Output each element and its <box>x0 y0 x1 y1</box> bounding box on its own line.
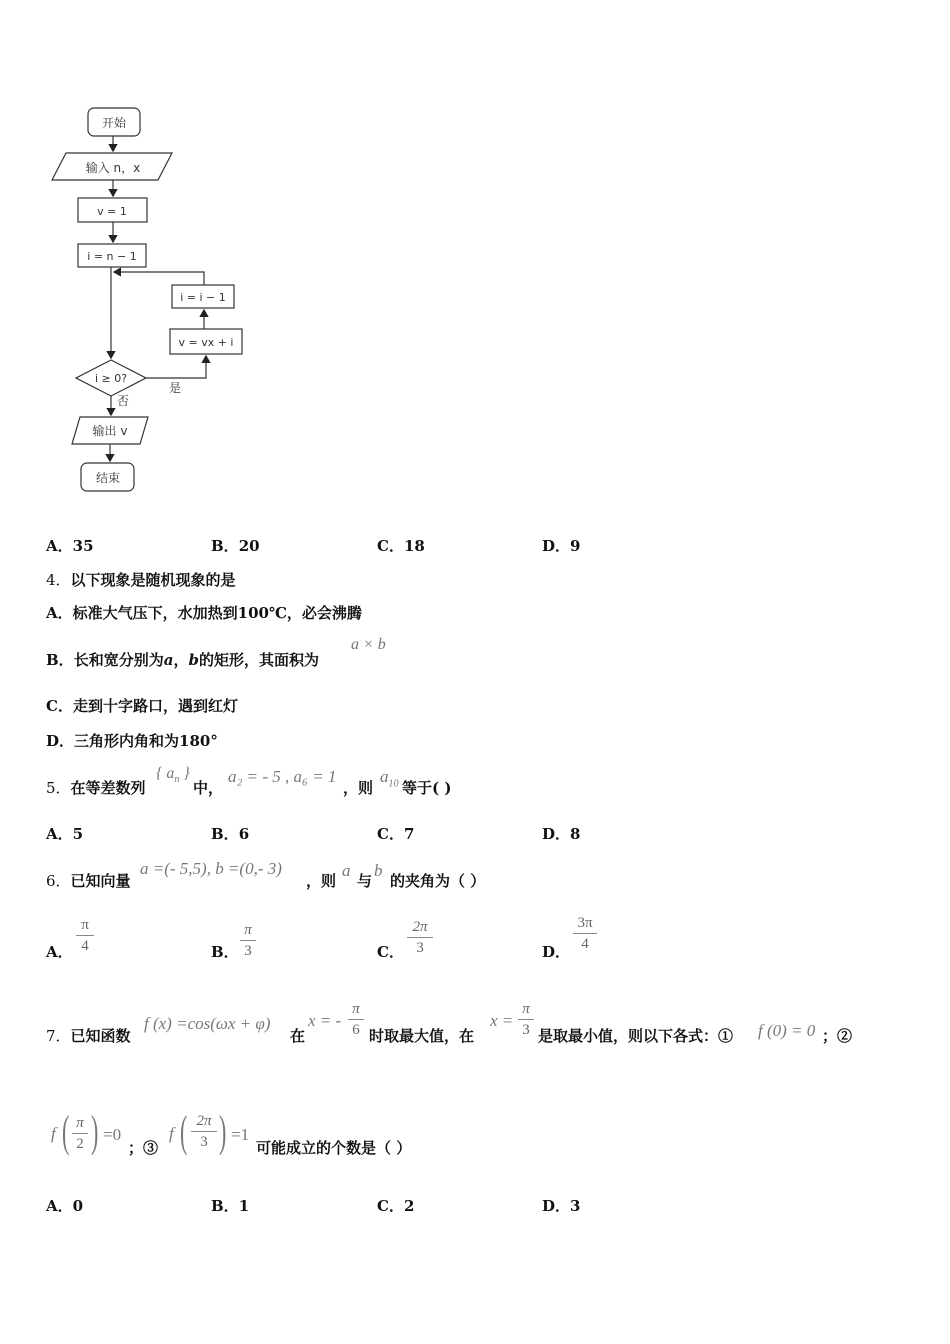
q7-x1-frac: π 6 <box>348 1000 364 1039</box>
q6-option-c-frac: 2π 3 <box>407 918 433 957</box>
q4-option-a: A．标准大气压下，水加热到100℃，必会沸腾 <box>46 604 362 622</box>
q7-x1-lhs: x = - <box>308 1011 342 1030</box>
flow-i-dec: i = i − 1 <box>180 291 226 304</box>
q7-expr-2-rhs: =0 <box>103 1125 122 1144</box>
q7-expr-3-rhs: =1 <box>231 1125 250 1144</box>
q5-given: a₂ = - 5 , a₆ = 1 <box>228 767 337 786</box>
q5-stem: 5．在等差数列 <box>46 779 146 797</box>
q7-tail: 可能成立的个数是（ ） <box>256 1139 412 1157</box>
q5-post1: ，则 <box>343 779 374 797</box>
q6-option-b-frac: π 3 <box>240 921 256 960</box>
q6-vector-a: a <box>342 861 351 880</box>
q6-mid2: 与 <box>357 872 373 890</box>
q5-sequence: { $a_n$ } <box>156 765 190 786</box>
q5-mid: 中， <box>193 779 224 797</box>
flow-v-init: v = 1 <box>97 205 127 218</box>
flow-condition: i ≥ 0? <box>94 372 128 385</box>
flow-start: 开始 <box>101 116 127 130</box>
q7-expr-2-f: f <box>51 1124 56 1143</box>
q7-post: 是取最小值，则以下各式：① <box>538 1027 734 1045</box>
q7-option-c: C．2 <box>377 1197 415 1215</box>
q7-expr-1: f (0) = 0 <box>758 1021 816 1040</box>
q6-vectors: a =(- 5,5), b =(0,- 3) <box>140 859 282 878</box>
q7-x2-lhs: x = <box>490 1011 514 1030</box>
flowchart <box>0 0 300 510</box>
q6-mid1: ，则 <box>306 872 337 890</box>
q5-option-a: A．5 <box>46 825 84 843</box>
q7-option-d: D．3 <box>542 1197 581 1215</box>
q6-option-a-letter: A． <box>46 943 73 961</box>
flow-yes: 是 <box>168 381 182 395</box>
flow-v-update: v = vx + i <box>178 336 234 349</box>
q7-sep2: ；③ <box>128 1139 159 1157</box>
q3-option-c: C．18 <box>377 537 425 555</box>
flow-input: 输入 n，x <box>85 161 141 175</box>
q7-sep1: ；② <box>822 1027 853 1045</box>
q4-option-d: D．三角形内角和为180° <box>46 732 218 750</box>
q4-option-b: B．长和宽分别为a，b的矩形，其面积为 <box>46 651 319 669</box>
q7-x2-frac: π 3 <box>518 1000 534 1039</box>
q7-expr-3-frac: 2π 3 <box>191 1112 217 1151</box>
q7-option-b: B．1 <box>211 1197 250 1215</box>
q6-post: 的夹角为（ ） <box>390 872 486 890</box>
q4-option-c: C．走到十字路口，遇到红灯 <box>46 697 238 715</box>
q7-at1: 在 <box>290 1027 306 1045</box>
q3-option-a: A．35 <box>46 537 94 555</box>
q5-post2: 等于( ) <box>402 779 452 797</box>
q6-option-c-letter: C． <box>377 943 404 961</box>
q5-option-b: B．6 <box>211 825 250 843</box>
q7-expr-3-lparen: ( <box>180 1107 188 1156</box>
q7-function: f (x) =cos(ωx + φ) <box>144 1014 271 1033</box>
q6-option-b-letter: B． <box>211 943 239 961</box>
q7-expr-3-rparen: ) <box>219 1107 227 1156</box>
q7-option-a: A．0 <box>46 1197 84 1215</box>
q3-option-d: D．9 <box>542 537 581 555</box>
flow-no: 否 <box>116 394 130 408</box>
q6-option-d-frac: 3π 4 <box>573 914 597 953</box>
q7-expr-2-frac: π 2 <box>72 1114 88 1153</box>
q5-option-d: D．8 <box>542 825 581 843</box>
q6-option-d-letter: D． <box>542 943 571 961</box>
q6-stem: 6．已知向量 <box>46 872 131 890</box>
q7-expr-2-rparen: ) <box>91 1107 99 1156</box>
q4-option-b-math: a × b <box>351 636 386 653</box>
q5-target: $a_{10}$ <box>380 767 399 790</box>
q5-option-c: C．7 <box>377 825 415 843</box>
q6-option-a-frac: π 4 <box>76 916 94 955</box>
q7-mid: 时取最大值，在 <box>369 1027 475 1045</box>
q7-expr-2-lparen: ( <box>62 1107 70 1156</box>
flow-i-init: i = n − 1 <box>87 250 137 263</box>
q4-stem: 4．以下现象是随机现象的是 <box>46 571 236 589</box>
q7-stem: 7．已知函数 <box>46 1027 131 1045</box>
q7-expr-3-f: f <box>169 1124 174 1143</box>
flow-end: 结束 <box>95 471 121 485</box>
q3-option-b: B．20 <box>211 537 260 555</box>
q6-vector-b: b <box>374 861 383 880</box>
flow-output: 输出 v <box>92 424 128 438</box>
